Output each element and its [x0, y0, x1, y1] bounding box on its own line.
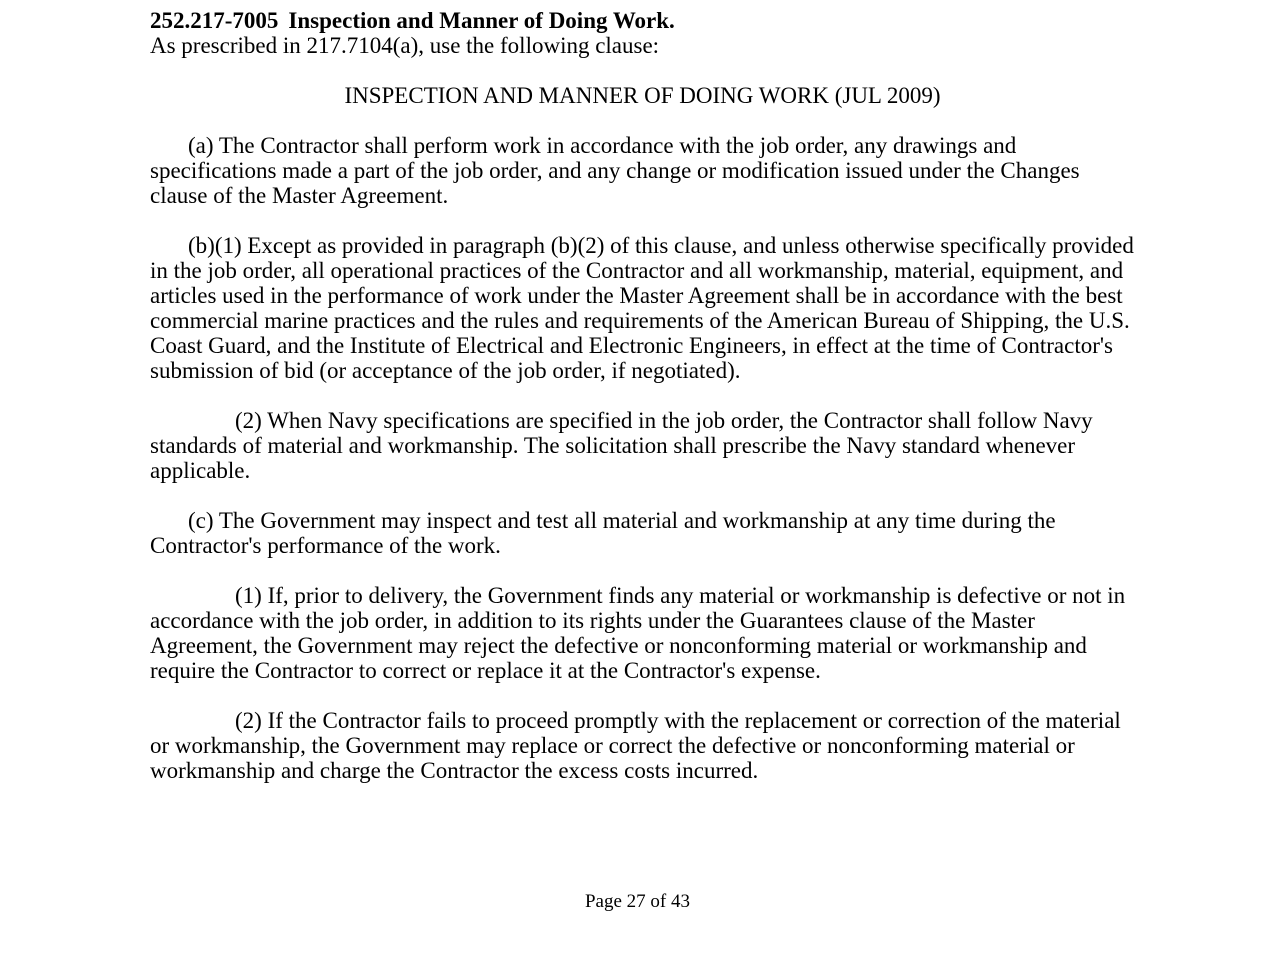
clause-title: INSPECTION AND MANNER OF DOING WORK (JUL 2009): [344, 83, 941, 108]
paragraph-a: (a) The Contractor shall perform work in accordance with the job order, any drawings and specifications made a part of the job order, and any change or modification issued under the Changes clause of the Master Agreement.: [150, 133, 1080, 208]
page-footer: [0, 890, 1275, 914]
paragraph-c1: (1) If, prior to delivery, the Government finds any material or workmanship is defective or not in accordance with the job order, in addition to its rights under the Guarantees clause of the Master Agreement, the Government may reject the defective or nonconforming material or workmanship and require the Contractor to correct or replace it at the Contractor's expense.: [150, 583, 1126, 683]
intro-text: As prescribed in 217.7104(a), use the following clause:: [150, 33, 660, 58]
page-number: Page 27 of 43: [584, 891, 690, 912]
section-heading: [150, 8, 1135, 33]
document-body: [150, 8, 1135, 783]
section-number: 252.217-7005: [150, 8, 279, 33]
paragraph-b2: (2) When Navy specifications are specified in the job order, the Contractor shall follow Navy standards of material and workmanship. The solicitation shall prescribe the Navy standard whenever applicable.: [150, 408, 1093, 483]
paragraph-b1: (b)(1) Except as provided in paragraph (b)(2) of this clause, and unless otherwise specifically provided in the job order, all operational practices of the Contractor and all workmanship, material, equipment, and articles used in the performance of work under the Master Agreement shall be in accordance with the best commercial marine practices and the rules and requirements of the American Bureau of Shipping, the U.S. Coast Guard, and the Institute of Electrical and Electronic Engineers, in effect at the time of Contractor's submission of bid (or acceptance of the job order, if negotiated).: [150, 233, 1134, 383]
section-title: Inspection and Manner of Doing Work.: [288, 8, 675, 33]
paragraph-c: (c) The Government may inspect and test all material and workmanship at any time during the Contractor's performance of the work.: [150, 508, 1056, 558]
paragraph-c2: (2) If the Contractor fails to proceed promptly with the replacement or correction of the material or workmanship, the Government may replace or correct the defective or nonconforming material or workmanship and charge the Contractor the excess costs incurred.: [150, 708, 1121, 783]
